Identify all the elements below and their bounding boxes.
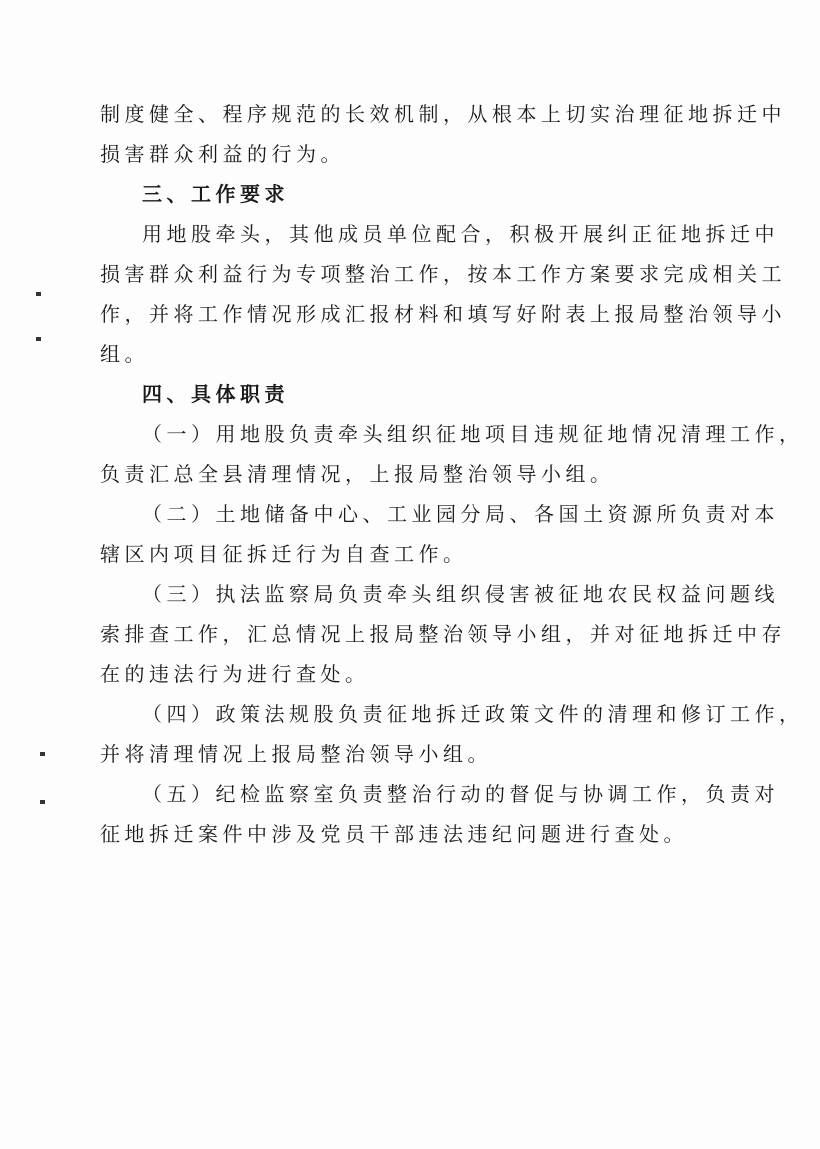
duty-item-4-line: （四）政策法规股负责征地拆迁政策文件的清理和修订工作， [142,702,804,726]
document-body [100,94,804,854]
paragraph-line: 损害群众利益的行为。 [100,142,345,166]
paragraph-line: 制度健全、程序规范的长效机制，从根本上切实治理征地拆迁中 [100,102,786,126]
duty-item-3-line: （三）执法监察局负责牵头组织侵害被征地农民权益问题线 [142,582,779,606]
duty-item-5-line: （五）纪检监察室负责整治行动的督促与协调工作，负责对 [142,782,779,806]
duty-item-2-line: 辖区内项目征拆迁行为自查工作。 [100,542,468,566]
duty-item-3-line: 在的违法行为进行查处。 [100,662,370,686]
scan-mark [36,292,41,296]
paragraph-line: 用地股牵头，其他成员单位配合，积极开展纠正征地拆迁中 [142,222,779,246]
duty-item-4-line: 并将清理情况上报局整治领导小组。 [100,742,492,766]
duty-item-5-line: 征地拆迁案件中涉及党员干部违法违纪问题进行查处。 [100,822,688,846]
duty-item-2-line: （二）土地储备中心、工业园分局、各国土资源所负责对本 [142,502,779,526]
paragraph-line: 损害群众利益行为专项整治工作，按本工作方案要求完成相关工 [100,262,786,286]
paragraph-line: 作，并将工作情况形成汇报材料和填写好附表上报局整治领导小 [100,302,786,326]
section-heading-specific-duties: 四、具体职责 [142,382,289,406]
scan-mark [36,337,41,341]
scan-mark [40,752,45,756]
scan-mark [40,800,45,804]
duty-item-3-line: 索排查工作，汇总情况上报局整治领导小组，并对征地拆迁中存 [100,622,786,646]
duty-item-1-line: 负责汇总全县清理情况，上报局整治领导小组。 [100,462,615,486]
duty-item-1-line: （一）用地股负责牵头组织征地项目违规征地情况清理工作， [142,422,804,446]
section-heading-work-requirements: 三、工作要求 [142,182,289,206]
paragraph-line: 组。 [100,342,149,366]
